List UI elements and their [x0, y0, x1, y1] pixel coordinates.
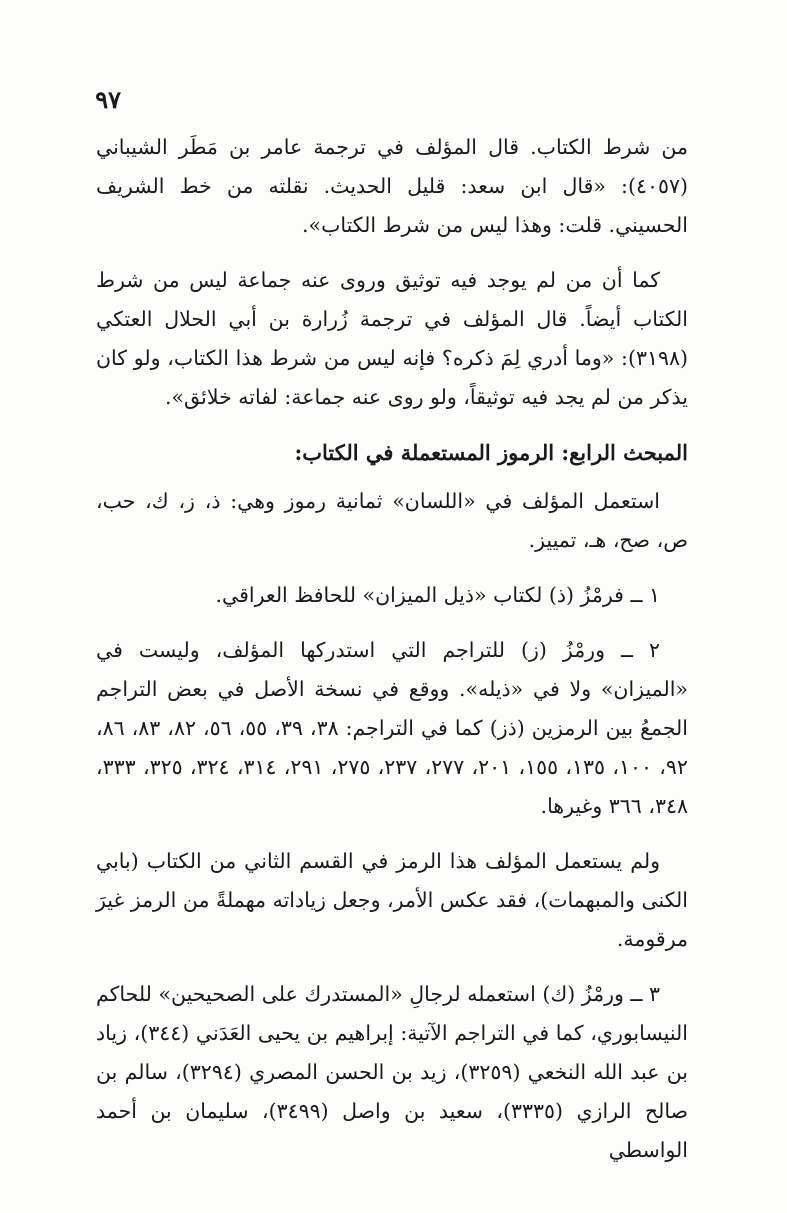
paragraph-6: ولم يستعمل المؤلف هذا الرمز في القسم الثاني من الكتاب (بابي الكنى والمبهمات)، فقد عكس الأمر، وجعل زياداته مهملةً من الرمز غيرَ مرقومة. [96, 849, 688, 951]
paragraph-3: استعمل المؤلف في «اللسان» ثمانية رموز وهي: ذ، ز، ك، حب، ص، صح، هـ، تمييز. [96, 489, 688, 552]
section-heading: المبحث الرابع: الرموز المستعملة في الكتاب: [294, 440, 688, 465]
page-number: ٩٧ [95, 85, 121, 114]
paragraph-5: ٢ ــ ورمْزُ (ز) للتراجم التي استدركها المؤلف، وليست في «الميزان» ولا في «ذيله». ووقع في نسخة الأصل في بعض التراجم الجمعُ بين الرمزين (ذز) كما في التراجم: ٣٨، ٣٩، ٥٥، ٥٦، ٨٢، ٨٣، ٨٦، ٩٢، ١٠٠، ١٣٥، ١٥٥، ٢٠١، ٢٧٧، ٢٣٧، ٢٧٥، ٢٩١، ٣١٤، ٣٢٤، ٣٢٥، ٣٣٣، ٣٤٨، ٣٦٦ وغيرها. [96, 638, 689, 818]
paragraph-1: من شرط الكتاب. قال المؤلف في ترجمة عامر بن مَطَر الشيباني (٤٠٥٧): «قال ابن سعد: قليل الحديث. نقلته من خط الشريف الحسيني. قلت: وهذا ليس من شرط الكتاب». [96, 135, 688, 237]
paragraph-7: ٣ ــ ورمْزُ (ك) استعمله لرجالِ «المستدرك على الصحيحين» للحاكم النيسابوري، كما في التراجم الآتية: إبراهيم بن يحيى العَدَني (٣٤٤)، زياد بن عبد الله النخعي (٣٢٥٩)، زيد بن الحسن المصري (٣٢٩٤)، سالم بن صالح الرازي (٣٣٣٥)، سعيد بن واصل (٣٤٩٩)، سليمان بن أحمد الواسطي [96, 982, 689, 1162]
paragraph-2: كما أن من لم يوجد فيه توثيق وروى عنه جماعة ليس من شرط الكتاب أيضاً. قال المؤلف في ترجمة زُرارة بن أبي الحلال العتكي (٣١٩٨): «وما أدري لِمَ ذكره؟ فإنه ليس من شرط هذا الكتاب، ولو كان يذكر من لم يجد فيه توثيقاً، ولو روى عنه جماعة: لفاته خلائق». [96, 268, 688, 409]
paragraph-4: ١ ــ فرمْزُ (ذ) لكتاب «ذيل الميزان» للحافظ العراقي. [215, 583, 660, 607]
page-body [96, 128, 688, 1186]
